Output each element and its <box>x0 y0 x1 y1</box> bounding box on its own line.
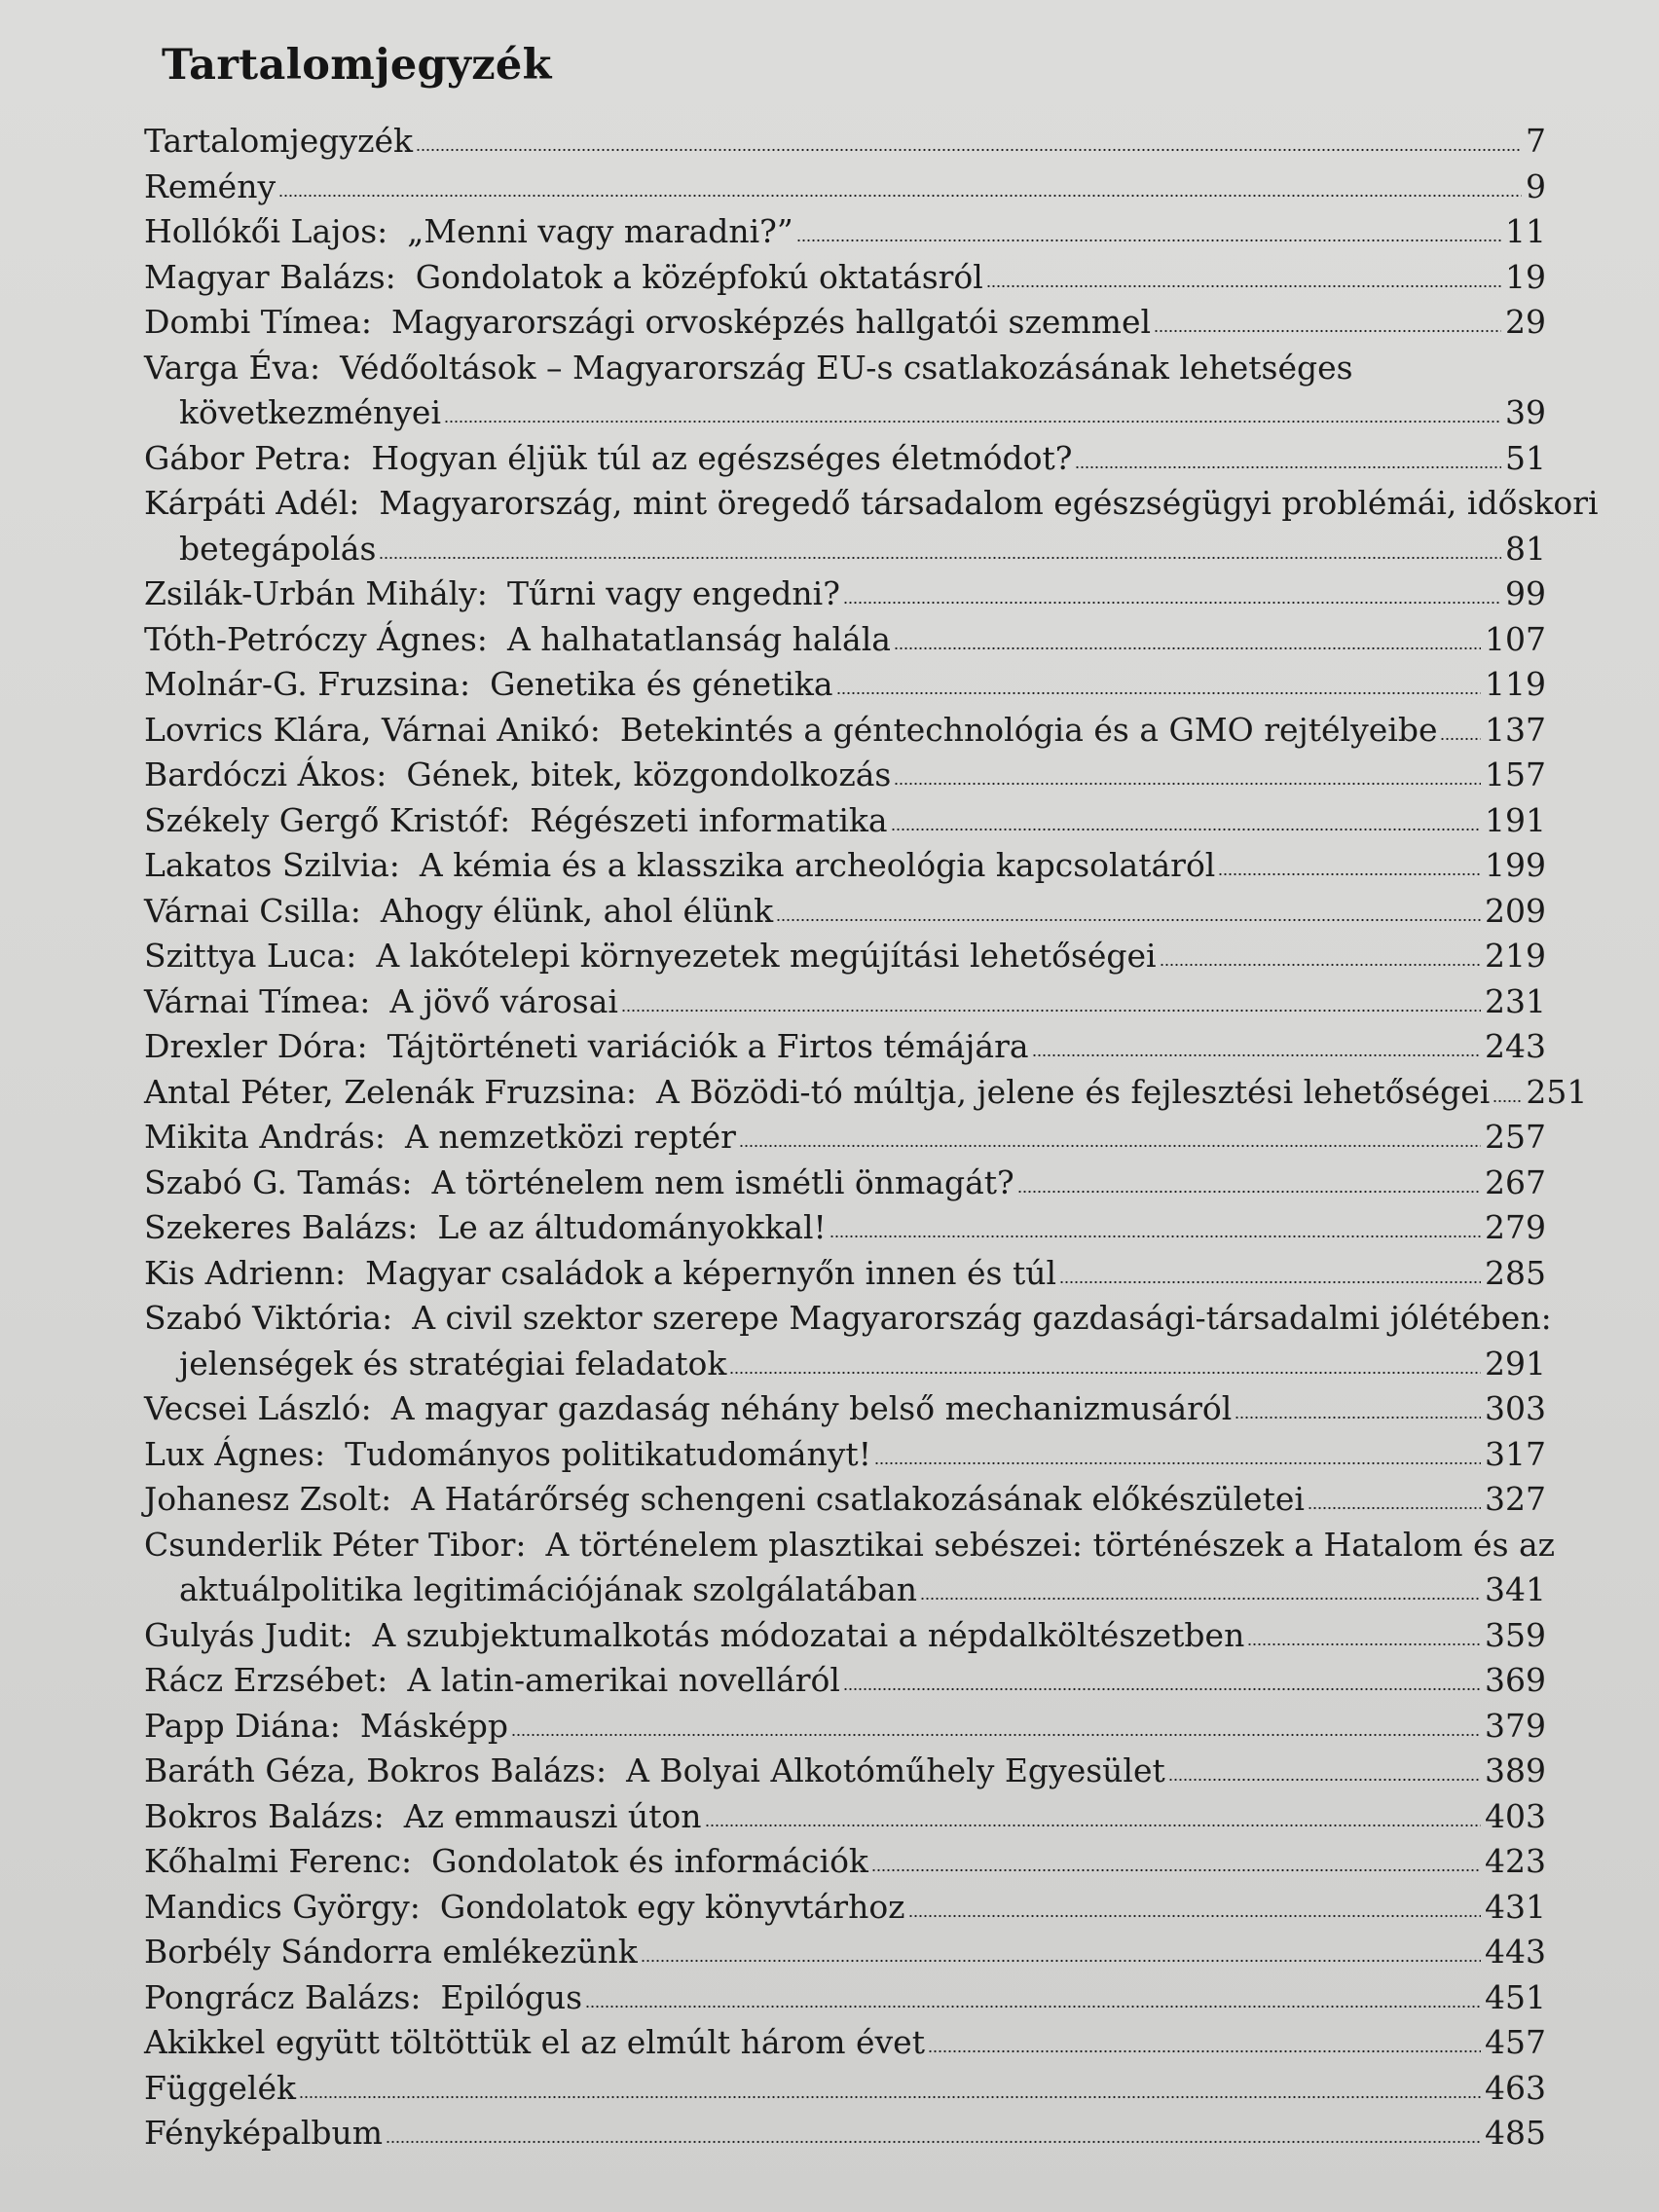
toc-page-number: 231 <box>1485 981 1546 1020</box>
toc-entry-line <box>144 1613 1546 1659</box>
toc-author: Szabó G. Tamás: <box>144 1162 413 1201</box>
toc-page-number: 451 <box>1485 1977 1546 2016</box>
toc-entry-line <box>144 571 1546 617</box>
toc-author: Johanesz Zsolt: <box>144 1480 392 1518</box>
dot-leader <box>843 1687 1481 1691</box>
dot-leader <box>1059 1280 1481 1284</box>
dot-leader <box>299 2095 1481 2099</box>
toc-entry-continuation-line <box>144 390 1546 436</box>
toc-author: Székely Gergő Kristóf: <box>144 800 511 839</box>
toc-page-number: 107 <box>1485 619 1546 658</box>
toc-title: Ahogy élünk, ahol élünk <box>380 891 774 930</box>
toc-page-number: 29 <box>1505 303 1546 341</box>
toc-entry-line <box>144 1523 1556 1568</box>
dot-leader <box>511 1733 1481 1737</box>
toc-title: A latin-amerikai novelláról <box>407 1661 840 1699</box>
toc-page-number: 19 <box>1505 257 1546 296</box>
toc-title: Gondolatok egy könyvtárhoz <box>439 1887 905 1926</box>
toc-entry <box>144 255 1546 301</box>
toc-entry-line <box>144 1658 1546 1704</box>
toc-entry <box>144 2111 1546 2157</box>
toc-page-number: 379 <box>1485 1706 1546 1745</box>
toc-entry <box>144 843 1546 889</box>
toc-entry-line <box>144 346 1546 391</box>
toc-author: Pongrácz Balázs: <box>144 1977 422 2016</box>
toc-author: Mikita András: <box>144 1118 387 1156</box>
toc-title: Az emmauszi úton <box>403 1796 702 1835</box>
toc-entry <box>144 1885 1546 1931</box>
toc-entry <box>144 708 1546 754</box>
toc-entry-line <box>144 2020 1546 2066</box>
toc-page-number: 359 <box>1485 1615 1546 1654</box>
dot-leader <box>796 239 1501 242</box>
toc-author: Tóth-Petróczy Ágnes: <box>144 619 488 658</box>
toc-entry <box>144 300 1546 346</box>
toc-page-number: 11 <box>1505 212 1546 250</box>
dot-leader <box>1235 1416 1481 1419</box>
toc-author: Lovrics Klára, Várnai Anikó: <box>144 710 601 749</box>
toc-entry <box>144 1251 1546 1297</box>
toc-title: A Határőrség schengeni csatlakozásának előkészületei <box>411 1480 1305 1518</box>
toc-author: Bokros Balázs: <box>144 1796 385 1835</box>
dot-leader <box>1160 963 1481 967</box>
dot-leader <box>1440 737 1481 741</box>
toc-page-number: 423 <box>1485 1842 1546 1880</box>
toc-entry-line <box>144 2066 1546 2112</box>
toc-entry <box>144 1386 1546 1432</box>
dot-leader <box>1218 872 1481 876</box>
toc-author: Hollókői Lajos: <box>144 212 388 250</box>
toc-entry-line <box>144 1749 1546 1794</box>
toc-title: Magyarországi orvosképzés hallgatói szemmel <box>390 303 1152 341</box>
toc-page-number: 485 <box>1485 2114 1546 2152</box>
toc-entry-line <box>144 300 1546 346</box>
dot-leader <box>776 918 1481 922</box>
toc-title-continuation: következményei <box>179 393 442 431</box>
toc-page-number: 9 <box>1526 166 1546 205</box>
toc-entry <box>144 1613 1546 1659</box>
toc-entry <box>144 1794 1546 1840</box>
toc-author: Lux Ágnes: <box>144 1434 326 1473</box>
toc-page-number: 81 <box>1505 529 1546 568</box>
toc-entry <box>144 1749 1546 1794</box>
toc-title-continuation: jelenségek és stratégiai feladatok <box>179 1344 727 1382</box>
toc-title: A Bolyai Alkotóműhely Egyesület <box>626 1751 1165 1789</box>
toc-page-number: 327 <box>1485 1480 1546 1518</box>
toc-author: Antal Péter, Zelenák Fruzsina: <box>144 1072 638 1111</box>
page-title: Tartalomjegyzék <box>162 41 552 90</box>
toc-entry-line <box>144 2111 1546 2157</box>
toc-entry-line <box>144 1386 1546 1432</box>
toc-entry-line <box>144 1070 1588 1116</box>
toc-entry <box>144 2020 1546 2066</box>
toc-author: Gábor Petra: <box>144 438 352 477</box>
dot-leader <box>908 1914 1481 1918</box>
toc-entry <box>144 1975 1546 2021</box>
toc-author: Gulyás Judit: <box>144 1615 353 1654</box>
dot-leader <box>836 691 1481 695</box>
toc-entry-line <box>144 1115 1546 1161</box>
toc-title: Remény <box>144 166 276 205</box>
toc-entry-line <box>144 798 1546 844</box>
toc-entry-line <box>144 662 1546 708</box>
toc-author: Dombi Tímea: <box>144 303 372 341</box>
toc-title: A kémia és a klasszika archeológia kapcsolatáról <box>419 846 1216 884</box>
toc-entry-line <box>144 1432 1546 1478</box>
toc-title: Függelék <box>144 2068 297 2107</box>
dot-leader <box>1032 1053 1481 1057</box>
dot-leader <box>379 556 1501 560</box>
dot-leader <box>1247 1642 1481 1646</box>
toc-title: Borbély Sándorra emlékezünk <box>144 1933 638 1971</box>
toc-title: A magyar gazdaság néhány belső mechanizmusáról <box>390 1389 1233 1427</box>
toc-entry-line <box>144 1296 1552 1342</box>
toc-entry <box>144 1839 1546 1885</box>
toc-entry <box>144 662 1546 708</box>
toc-entry <box>144 1432 1546 1478</box>
toc-author: Várnai Tímea: <box>144 981 371 1020</box>
toc-title: Magyarország, mint öregedő társadalom egészségügyi problémái, időskori <box>379 484 1599 522</box>
toc-entry <box>144 481 1599 571</box>
toc-entry-line <box>144 1205 1546 1251</box>
toc-entry <box>144 119 1546 165</box>
toc-entry-line <box>144 1975 1546 2021</box>
toc-page-number: 251 <box>1526 1072 1588 1111</box>
dot-leader <box>1154 329 1501 333</box>
toc-page-number: 389 <box>1485 1751 1546 1789</box>
toc-title: A Bözödi-tó múltja, jelene és fejlesztési lehetőségei <box>656 1072 1491 1111</box>
toc-author: Bardóczi Ákos: <box>144 756 387 793</box>
dot-leader <box>894 646 1481 650</box>
toc-entry-line <box>144 1885 1546 1931</box>
toc-entry <box>144 1658 1546 1704</box>
toc-entry <box>144 2066 1546 2112</box>
toc-entry <box>144 209 1546 255</box>
toc-entry-line <box>144 1794 1546 1840</box>
dot-leader <box>1308 1506 1481 1510</box>
toc-author: Lakatos Szilvia: <box>144 846 400 884</box>
toc-entry-line <box>144 889 1546 935</box>
toc-page-number: 267 <box>1485 1162 1546 1201</box>
toc-page-number: 199 <box>1485 846 1546 884</box>
dot-leader <box>729 1371 1481 1375</box>
toc-entry-line <box>144 1161 1546 1206</box>
dot-leader <box>1075 465 1501 469</box>
toc-entry-line <box>144 436 1546 482</box>
toc-author: Mandics György: <box>144 1887 421 1926</box>
toc-page-number: 443 <box>1485 1933 1546 1971</box>
toc-page-number: 157 <box>1485 756 1546 793</box>
dot-leader <box>1017 1190 1481 1194</box>
toc-entry-line <box>144 209 1546 255</box>
toc-author: Baráth Géza, Bokros Balázs: <box>144 1751 608 1789</box>
dot-leader <box>1493 1099 1522 1103</box>
toc-title: Tájtörténeti variációk a Firtos témájára <box>387 1027 1029 1065</box>
toc-page-number: 457 <box>1485 2023 1546 2061</box>
toc-title: A szubjektumalkotás módozatai a népdalköltészetben <box>372 1615 1245 1654</box>
toc-title: A lakótelepi környezetek megújítási lehetőségei <box>376 937 1157 975</box>
dot-leader <box>843 601 1501 605</box>
dot-leader <box>386 2140 1481 2144</box>
toc-entry <box>144 753 1546 798</box>
toc-title: Tűrni vagy engedni? <box>506 574 840 612</box>
toc-entry-line <box>144 979 1546 1025</box>
toc-title: Magyar családok a képernyőn innen és túl <box>365 1253 1057 1292</box>
dot-leader <box>986 284 1501 288</box>
toc-entry <box>144 979 1546 1025</box>
toc-author: Szittya Luca: <box>144 937 357 975</box>
toc-page-number: 279 <box>1485 1208 1546 1246</box>
toc-author: Varga Éva: <box>144 348 321 387</box>
toc-title: A civil szektor szerepe Magyarország gazdasági-társadalmi jólétében: <box>412 1299 1552 1337</box>
toc-page-number: 119 <box>1485 665 1546 703</box>
toc-page-number: 39 <box>1505 393 1546 431</box>
toc-entry <box>144 1205 1546 1251</box>
toc-title: Tartalomjegyzék <box>144 122 413 160</box>
toc-entry-line <box>144 1839 1546 1885</box>
toc-entry-line <box>144 843 1546 889</box>
toc-page-number: 51 <box>1505 438 1546 477</box>
toc-entry <box>144 346 1546 436</box>
toc-author: Kis Adrienn: <box>144 1253 347 1292</box>
toc-page-number: 209 <box>1485 891 1546 930</box>
toc-title: „Menni vagy maradni?” <box>407 212 793 250</box>
toc-title: Le az áltudományokkal! <box>437 1208 827 1246</box>
toc-title: Gének, bitek, közgondolkozás <box>406 756 892 793</box>
toc-entry-line <box>144 1477 1546 1523</box>
toc-entry <box>144 889 1546 935</box>
toc-entry <box>144 1704 1546 1750</box>
toc-page-number: 369 <box>1485 1661 1546 1699</box>
toc-entry <box>144 165 1546 210</box>
toc-entry-line <box>144 119 1546 165</box>
toc-title: Betekintés a géntechnológia és a GMO rejtélyeibe <box>619 710 1438 749</box>
toc-page-number: 191 <box>1485 800 1546 839</box>
toc-title: A történelem nem ismétli önmagát? <box>431 1162 1014 1201</box>
toc-title: Fényképalbum <box>144 2114 384 2152</box>
toc-author: Zsilák-Urbán Mihály: <box>144 574 488 612</box>
dot-leader <box>585 2005 1481 2009</box>
toc-title: Akikkel együtt töltöttük el az elmúlt három évet <box>144 2023 925 2061</box>
toc-page-number: 257 <box>1485 1118 1546 1156</box>
toc-page-number: 99 <box>1505 574 1546 612</box>
toc-page-number: 219 <box>1485 937 1546 975</box>
toc-title: Védőoltások – Magyarország EU-s csatlakozásának lehetséges <box>340 348 1353 387</box>
toc-author: Szekeres Balázs: <box>144 1208 419 1246</box>
toc-entry-line <box>144 1930 1546 1975</box>
toc-author: Kárpáti Adél: <box>144 484 360 522</box>
toc-page-number: 243 <box>1485 1027 1546 1065</box>
dot-leader <box>621 1009 1481 1013</box>
toc-title: A nemzetközi reptér <box>405 1118 736 1156</box>
toc-entry <box>144 1115 1546 1161</box>
toc-author: Papp Diána: <box>144 1706 341 1745</box>
toc-entry-line <box>144 617 1546 663</box>
toc-title: Genetika és génetika <box>490 665 833 703</box>
toc-title: Másképp <box>359 1706 509 1745</box>
toc-entry-line <box>144 934 1546 979</box>
toc-page-number: 7 <box>1526 122 1546 160</box>
toc-entry <box>144 1024 1546 1070</box>
dot-leader <box>891 828 1481 831</box>
toc-title-continuation: betegápolás <box>179 529 377 568</box>
toc-title: Tudományos politikatudományt! <box>345 1434 871 1473</box>
dot-leader <box>920 1597 1481 1601</box>
dot-leader <box>874 1461 1481 1465</box>
dot-leader <box>416 148 1522 152</box>
toc-page-number: 303 <box>1485 1389 1546 1427</box>
toc-title: Hogyan éljük túl az egészséges életmódot? <box>371 438 1073 477</box>
toc-title: Régészeti informatika <box>530 800 888 839</box>
toc-title: Gondolatok és információk <box>431 1842 868 1880</box>
toc-page-number: 317 <box>1485 1434 1546 1473</box>
toc-title: A halhatatlanság halála <box>506 619 891 658</box>
toc-entry <box>144 1070 1588 1116</box>
toc-entry-line <box>144 1251 1546 1297</box>
toc-entry <box>144 1523 1556 1613</box>
toc-entry <box>144 1296 1552 1386</box>
toc-entry-line <box>144 1704 1546 1750</box>
toc-author: Drexler Dóra: <box>144 1027 368 1065</box>
toc-title-continuation: aktuálpolitika legitimációjának szolgálatában <box>179 1570 918 1608</box>
toc-entry <box>144 934 1546 979</box>
toc-entry <box>144 436 1546 482</box>
toc-title: A történelem plasztikai sebészei: történészek a Hatalom és az <box>545 1525 1556 1564</box>
toc-entry-continuation-line <box>144 1342 1546 1387</box>
dot-leader <box>739 1144 1481 1148</box>
toc-page-number: 403 <box>1485 1796 1546 1835</box>
dot-leader <box>705 1824 1481 1827</box>
toc-page-number: 137 <box>1485 710 1546 749</box>
dot-leader <box>830 1235 1481 1238</box>
toc-entry-line <box>144 1024 1546 1070</box>
toc-page-number: 341 <box>1485 1570 1546 1608</box>
toc-author: Várnai Csilla: <box>144 891 361 930</box>
toc-page-number: 285 <box>1485 1253 1546 1292</box>
toc-page-number: 463 <box>1485 2068 1546 2107</box>
toc-entry <box>144 798 1546 844</box>
dot-leader <box>928 2049 1481 2053</box>
toc-entry <box>144 1161 1546 1206</box>
toc-entry-line <box>144 753 1546 798</box>
dot-leader <box>641 1959 1481 1963</box>
toc-page-number: 431 <box>1485 1887 1546 1926</box>
toc-entry-continuation-line <box>144 1567 1546 1613</box>
toc-author: Molnár-G. Fruzsina: <box>144 665 471 703</box>
toc-author: Szabó Viktória: <box>144 1299 393 1337</box>
toc-title: A jövő városai <box>389 981 618 1020</box>
toc-author: Magyar Balázs: <box>144 257 396 296</box>
dot-leader <box>894 782 1481 786</box>
toc-entry <box>144 1930 1546 1975</box>
toc-entry-continuation-line <box>144 527 1546 572</box>
toc-author: Kőhalmi Ferenc: <box>144 1842 413 1880</box>
toc-title: Gondolatok a középfokú oktatásról <box>415 257 983 296</box>
dot-leader <box>278 194 1522 198</box>
toc-author: Rácz Erzsébet: <box>144 1661 388 1699</box>
toc-author: Csunderlik Péter Tibor: <box>144 1525 527 1564</box>
toc-entry <box>144 1477 1546 1523</box>
toc-entry <box>144 617 1546 663</box>
toc-page-number: 291 <box>1485 1344 1546 1382</box>
toc-entry-line <box>144 255 1546 301</box>
toc-title: Epilógus <box>440 1977 583 2016</box>
toc-entry-line <box>144 481 1599 527</box>
dot-leader <box>1168 1778 1481 1782</box>
toc-entry-line <box>144 165 1546 210</box>
table-of-contents <box>144 119 1599 2157</box>
dot-leader <box>444 420 1501 424</box>
toc-entry-line <box>144 708 1546 754</box>
dot-leader <box>871 1868 1481 1872</box>
toc-entry <box>144 571 1546 617</box>
toc-author: Vecsei László: <box>144 1389 372 1427</box>
